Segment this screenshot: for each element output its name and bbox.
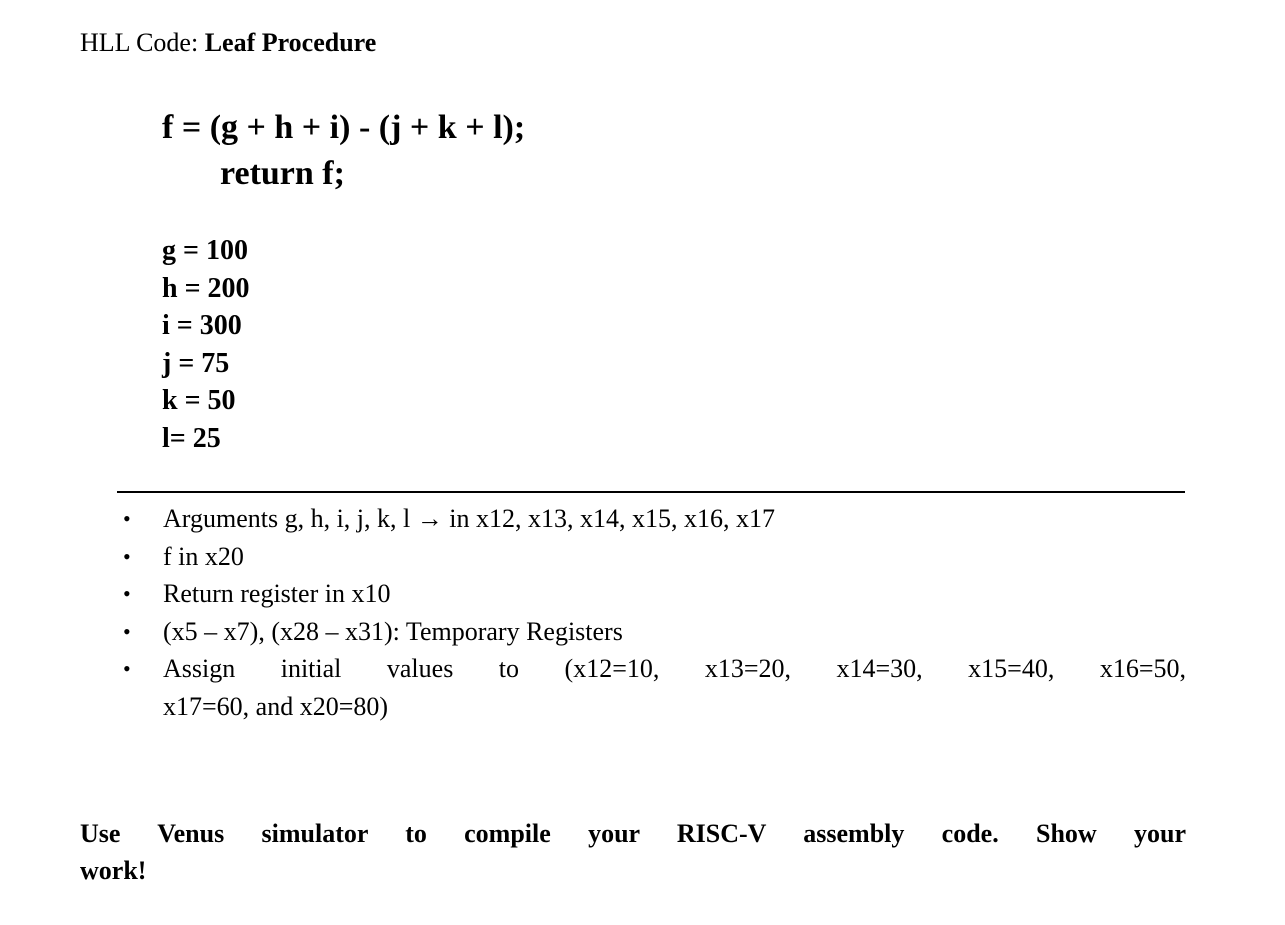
value-h: h = 200	[162, 272, 250, 304]
instruction-line-1: Use Venus simulator to compile your RISC-V assembly code. Show your	[80, 819, 1186, 848]
instruction-line-2: work!	[80, 856, 147, 885]
instruction-text	[80, 815, 1186, 889]
list-item-text: Arguments g, h, i, j, k, l → in x12, x13, x14, x15, x16, x17	[163, 504, 775, 533]
list-item	[120, 575, 1186, 613]
list-item-text-line-2: x17=60, and x20=80)	[163, 691, 389, 721]
code-line-2: return f;	[220, 155, 345, 192]
bullet-icon: •	[123, 618, 131, 644]
list-item-text: f in x20	[163, 541, 244, 571]
register-notes-list	[120, 500, 1186, 725]
horizontal-divider	[117, 491, 1185, 493]
list-item	[120, 650, 1186, 725]
code-line-1: f = (g + h + i) - (j + k + l);	[162, 109, 526, 146]
list-item	[120, 538, 1186, 576]
hll-code-block	[162, 105, 525, 197]
bullet-icon: •	[123, 581, 131, 606]
value-j: j = 75	[162, 347, 230, 379]
heading	[80, 27, 376, 59]
value-i: i = 300	[162, 310, 242, 341]
bullet-icon: •	[123, 656, 131, 681]
value-l: l= 25	[162, 422, 221, 454]
heading-title: Leaf Procedure	[204, 28, 377, 57]
list-item-text: Return register in x10	[163, 579, 391, 608]
bullet-icon: •	[123, 543, 131, 569]
value-k: k = 50	[162, 385, 236, 416]
bullet-icon: •	[123, 506, 131, 531]
list-item	[120, 613, 1186, 651]
list-item-text-line-1: Assign initial values to (x12=10, x13=20, x14=30, x15=40, x16=50,	[163, 654, 1186, 683]
heading-prefix: HLL Code:	[80, 28, 205, 57]
value-g: g = 100	[162, 235, 248, 266]
list-item	[120, 500, 1186, 538]
variable-values	[162, 232, 250, 457]
list-item-text: (x5 – x7), (x28 – x31): Temporary Registers	[163, 616, 623, 646]
